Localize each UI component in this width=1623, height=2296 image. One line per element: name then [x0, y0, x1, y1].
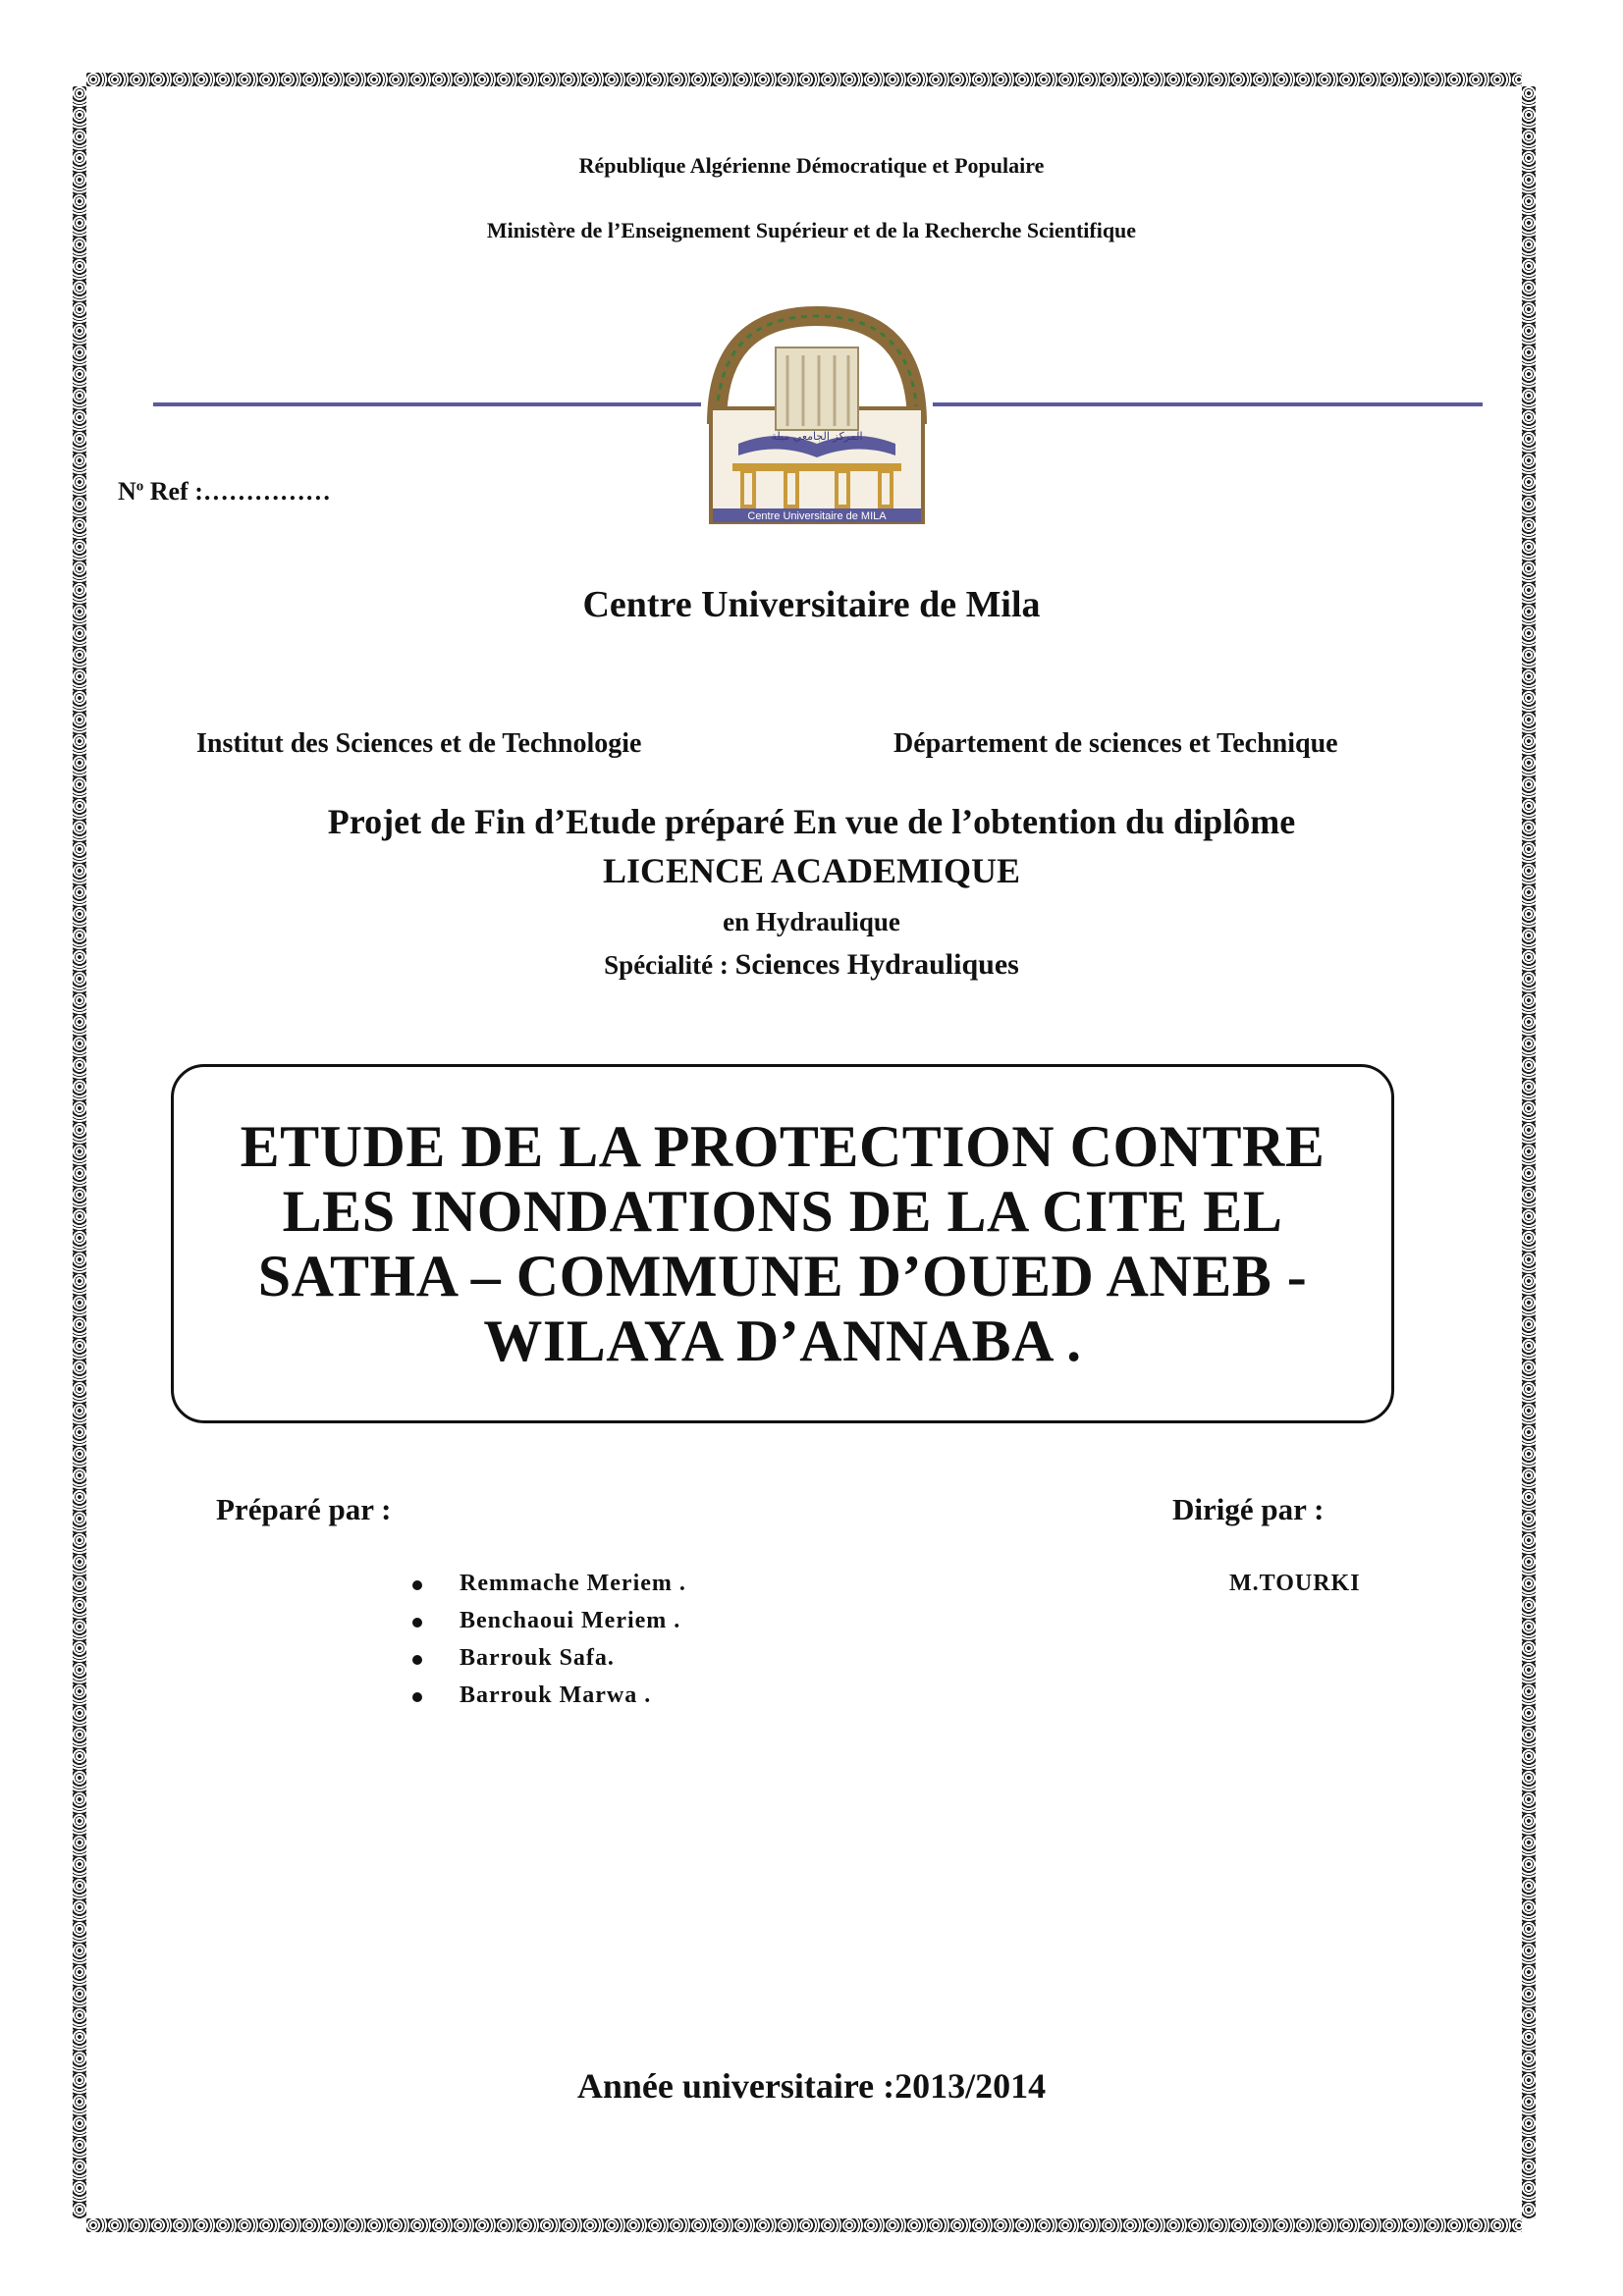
bullet-icon: [412, 1580, 422, 1590]
institute-name: Institut des Sciences et de Technologie: [196, 728, 642, 759]
author-name: Benchaoui Meriem .: [460, 1608, 681, 1633]
decorative-border-top: [86, 73, 1522, 86]
thesis-title-box: [171, 1064, 1394, 1423]
bullet-icon: [412, 1618, 422, 1628]
university-name: Centre Universitaire de Mila: [582, 584, 1041, 625]
speciality-label: Spécialité :: [604, 950, 735, 980]
author-name: Remmache Meriem .: [460, 1571, 686, 1596]
directed-by-label: Dirigé par :: [1172, 1492, 1325, 1526]
list-item: [405, 1571, 686, 1608]
thesis-title-line: ETUDE DE LA PROTECTION CONTRE: [240, 1114, 1325, 1179]
speciality: [0, 948, 1623, 982]
thesis-title-line: SATHA – COMMUNE D’OUED ANEB -: [257, 1244, 1308, 1308]
republic-heading: République Algérienne Démocratique et Populaire: [578, 153, 1045, 178]
list-item: [405, 1645, 686, 1682]
academic-year: Année universitaire :2013/2014: [576, 2066, 1047, 2106]
logo-caption: Centre Universitaire de MILA: [747, 510, 887, 522]
bullet-icon: [412, 1692, 422, 1702]
decorative-border-left: [73, 86, 86, 2218]
project-statement: Projet de Fin d’Etude préparé En vue de l’obtention du diplôme: [327, 802, 1296, 841]
thesis-title: [203, 1114, 1362, 1373]
decorative-border-right: [1522, 86, 1536, 2218]
degree-field: en Hydraulique: [723, 907, 900, 936]
logo-arabic-text: المركز الجامعي ميلة: [771, 430, 863, 443]
ministry-heading: Ministère de l’Enseignement Supérieur et de la Recherche Scientifique: [486, 218, 1137, 242]
director-name: M.TOURKI: [1229, 1571, 1361, 1596]
department-name: Département de sciences et Technique: [893, 728, 1338, 759]
authors-list: [405, 1571, 686, 1720]
speciality-value: Sciences Hydrauliques: [734, 948, 1019, 981]
prepared-by-label: Préparé par :: [216, 1492, 392, 1526]
degree-name: LICENCE ACADEMIQUE: [602, 851, 1021, 890]
list-item: [405, 1682, 686, 1720]
header-divider-right: [933, 402, 1483, 406]
thesis-title-line: LES INONDATIONS DE LA CITE EL: [282, 1179, 1283, 1244]
university-logo: [699, 306, 935, 538]
list-item: [405, 1608, 686, 1645]
decorative-border-bottom: [86, 2218, 1522, 2232]
author-name: Barrouk Safa.: [460, 1645, 615, 1671]
bullet-icon: [412, 1655, 422, 1665]
reference-number: $N^o$ Ref :……………: [118, 477, 331, 506]
author-name: Barrouk Marwa .: [460, 1682, 652, 1708]
header-divider-left: [153, 402, 701, 406]
thesis-title-line: WILAYA D’ANNABA .: [483, 1308, 1082, 1373]
